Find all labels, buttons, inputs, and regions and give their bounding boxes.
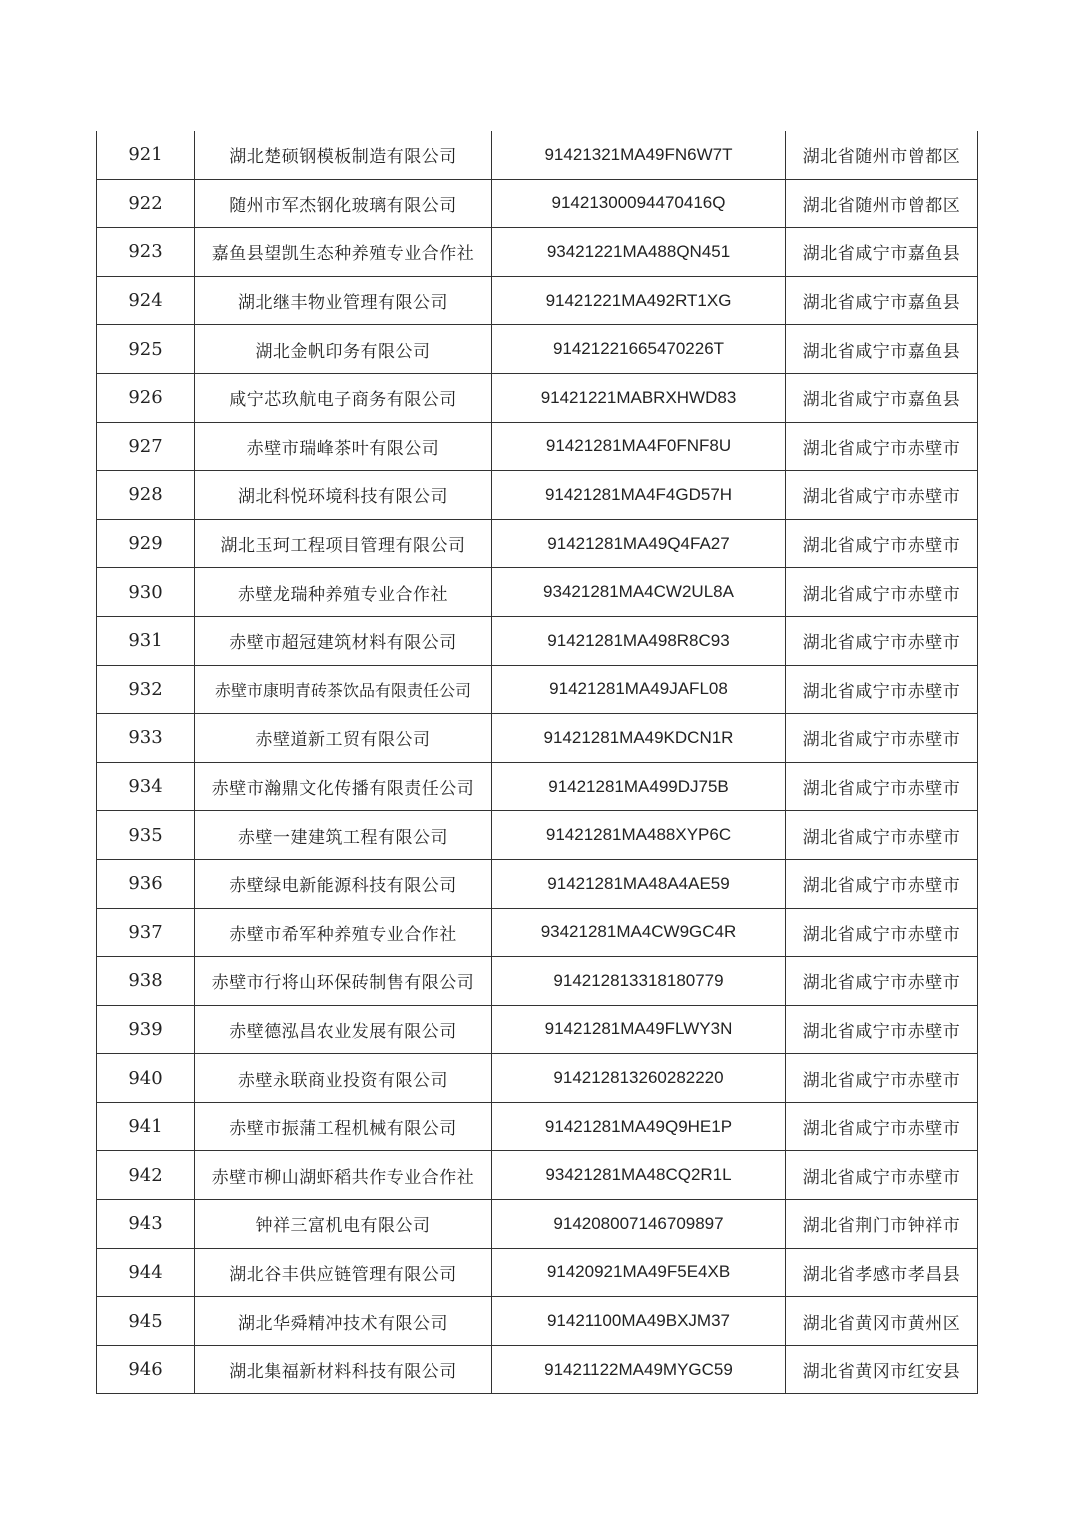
company-registry-table — [96, 131, 978, 1394]
region-cell: 湖北省咸宁市赤壁市 — [786, 1102, 978, 1151]
region-cell: 湖北省咸宁市赤壁市 — [786, 471, 978, 520]
credit-code-cell: 93421281MA4CW2UL8A — [492, 568, 786, 617]
row-number-cell: 925 — [97, 325, 195, 374]
credit-code-cell: 91420921MA49F5E4XB — [492, 1248, 786, 1297]
credit-code-cell: 91421281MA49Q9HE1P — [492, 1102, 786, 1151]
company-name-cell: 赤壁市超冠建筑材料有限公司 — [195, 616, 492, 665]
company-name-cell: 赤壁一建建筑工程有限公司 — [195, 811, 492, 860]
region-cell: 湖北省咸宁市赤壁市 — [786, 422, 978, 471]
credit-code-cell: 914208007146709897 — [492, 1200, 786, 1249]
credit-code-cell: 91421321MA49FN6W7T — [492, 131, 786, 179]
table-row — [97, 325, 978, 374]
region-cell: 湖北省咸宁市赤壁市 — [786, 1005, 978, 1054]
table-row — [97, 714, 978, 763]
region-cell: 湖北省咸宁市赤壁市 — [786, 519, 978, 568]
company-name-cell: 湖北楚硕钢模板制造有限公司 — [195, 131, 492, 179]
table-row — [97, 568, 978, 617]
table-row — [97, 131, 978, 179]
credit-code-cell: 93421221MA488QN451 — [492, 228, 786, 277]
row-number-cell: 924 — [97, 276, 195, 325]
row-number-cell: 923 — [97, 228, 195, 277]
table-row — [97, 471, 978, 520]
table-row — [97, 1200, 978, 1249]
row-number-cell: 931 — [97, 616, 195, 665]
table-row — [97, 811, 978, 860]
credit-code-cell: 91421281MA48A4AE59 — [492, 859, 786, 908]
row-number-cell: 942 — [97, 1151, 195, 1200]
credit-code-cell: 91421281MA49FLWY3N — [492, 1005, 786, 1054]
credit-code-cell: 91421281MA488XYP6C — [492, 811, 786, 860]
row-number-cell: 927 — [97, 422, 195, 471]
region-cell: 湖北省咸宁市嘉鱼县 — [786, 228, 978, 277]
credit-code-cell: 91421221MA492RT1XG — [492, 276, 786, 325]
row-number-cell: 922 — [97, 179, 195, 228]
credit-code-cell: 91421281MA499DJ75B — [492, 762, 786, 811]
region-cell: 湖北省咸宁市赤壁市 — [786, 762, 978, 811]
row-number-cell: 921 — [97, 131, 195, 179]
region-cell: 湖北省咸宁市嘉鱼县 — [786, 325, 978, 374]
company-name-cell: 湖北科悦环境科技有限公司 — [195, 471, 492, 520]
region-cell: 湖北省咸宁市赤壁市 — [786, 811, 978, 860]
region-cell: 湖北省咸宁市嘉鱼县 — [786, 276, 978, 325]
company-name-cell: 湖北集福新材料科技有限公司 — [195, 1345, 492, 1394]
company-name-cell: 赤壁市康明青砖茶饮品有限责任公司 — [195, 665, 492, 714]
row-number-cell: 926 — [97, 373, 195, 422]
company-name-cell: 咸宁芯玖航电子商务有限公司 — [195, 373, 492, 422]
region-cell: 湖北省咸宁市赤壁市 — [786, 908, 978, 957]
table-row — [97, 859, 978, 908]
table-row — [97, 373, 978, 422]
credit-code-cell: 91421221MABRXHWD83 — [492, 373, 786, 422]
credit-code-cell: 91421300094470416Q — [492, 179, 786, 228]
row-number-cell: 934 — [97, 762, 195, 811]
region-cell: 湖北省咸宁市赤壁市 — [786, 665, 978, 714]
company-name-cell: 赤壁市瀚鼎文化传播有限责任公司 — [195, 762, 492, 811]
row-number-cell: 941 — [97, 1102, 195, 1151]
row-number-cell: 943 — [97, 1200, 195, 1249]
credit-code-cell: 91421281MA49JAFL08 — [492, 665, 786, 714]
credit-code-cell: 93421281MA48CQ2R1L — [492, 1151, 786, 1200]
company-name-cell: 赤壁市行将山环保砖制售有限公司 — [195, 957, 492, 1006]
credit-code-cell: 914212813318180779 — [492, 957, 786, 1006]
company-name-cell: 湖北玉珂工程项目管理有限公司 — [195, 519, 492, 568]
table-row — [97, 1297, 978, 1346]
region-cell: 湖北省咸宁市赤壁市 — [786, 714, 978, 763]
credit-code-cell: 93421281MA4CW9GC4R — [492, 908, 786, 957]
company-name-cell: 湖北继丰物业管理有限公司 — [195, 276, 492, 325]
credit-code-cell: 91421221665470226T — [492, 325, 786, 374]
region-cell: 湖北省随州市曾都区 — [786, 131, 978, 179]
credit-code-cell: 91421100MA49BXJM37 — [492, 1297, 786, 1346]
company-name-cell: 湖北金帆印务有限公司 — [195, 325, 492, 374]
region-cell: 湖北省咸宁市赤壁市 — [786, 1054, 978, 1103]
table-row — [97, 519, 978, 568]
table-row — [97, 616, 978, 665]
table-row — [97, 422, 978, 471]
company-name-cell: 钟祥三富机电有限公司 — [195, 1200, 492, 1249]
table-row — [97, 1248, 978, 1297]
table-row — [97, 665, 978, 714]
company-name-cell: 赤壁德泓昌农业发展有限公司 — [195, 1005, 492, 1054]
company-name-cell: 赤壁市振蒲工程机械有限公司 — [195, 1102, 492, 1151]
company-name-cell: 湖北华舜精冲技术有限公司 — [195, 1297, 492, 1346]
row-number-cell: 936 — [97, 859, 195, 908]
table-body — [97, 131, 978, 1394]
region-cell: 湖北省咸宁市赤壁市 — [786, 957, 978, 1006]
row-number-cell: 929 — [97, 519, 195, 568]
company-name-cell: 赤壁市希军种养殖专业合作社 — [195, 908, 492, 957]
company-name-cell: 嘉鱼县望凯生态种养殖专业合作社 — [195, 228, 492, 277]
table-row — [97, 276, 978, 325]
company-name-cell: 赤壁市柳山湖虾稻共作专业合作社 — [195, 1151, 492, 1200]
row-number-cell: 946 — [97, 1345, 195, 1394]
credit-code-cell: 914212813260282220 — [492, 1054, 786, 1103]
table-row — [97, 957, 978, 1006]
region-cell: 湖北省黄冈市红安县 — [786, 1345, 978, 1394]
credit-code-cell: 91421281MA49Q4FA27 — [492, 519, 786, 568]
table-row — [97, 179, 978, 228]
table-row — [97, 1102, 978, 1151]
company-name-cell: 赤壁市瑞峰茶叶有限公司 — [195, 422, 492, 471]
row-number-cell: 938 — [97, 957, 195, 1006]
credit-code-cell: 91421281MA498R8C93 — [492, 616, 786, 665]
table-row — [97, 1345, 978, 1394]
table-row — [97, 1151, 978, 1200]
table-row — [97, 908, 978, 957]
row-number-cell: 944 — [97, 1248, 195, 1297]
region-cell: 湖北省咸宁市赤壁市 — [786, 568, 978, 617]
region-cell: 湖北省咸宁市赤壁市 — [786, 1151, 978, 1200]
region-cell: 湖北省荆门市钟祥市 — [786, 1200, 978, 1249]
row-number-cell: 939 — [97, 1005, 195, 1054]
company-name-cell: 赤壁绿电新能源科技有限公司 — [195, 859, 492, 908]
company-name-cell: 赤壁永联商业投资有限公司 — [195, 1054, 492, 1103]
row-number-cell: 935 — [97, 811, 195, 860]
row-number-cell: 940 — [97, 1054, 195, 1103]
region-cell: 湖北省随州市曾都区 — [786, 179, 978, 228]
row-number-cell: 932 — [97, 665, 195, 714]
company-name-cell: 赤壁龙瑞种养殖专业合作社 — [195, 568, 492, 617]
company-name-cell: 随州市军杰钢化玻璃有限公司 — [195, 179, 492, 228]
row-number-cell: 937 — [97, 908, 195, 957]
region-cell: 湖北省孝感市孝昌县 — [786, 1248, 978, 1297]
table-row — [97, 1054, 978, 1103]
table-row — [97, 1005, 978, 1054]
table-row — [97, 228, 978, 277]
row-number-cell: 945 — [97, 1297, 195, 1346]
table-row — [97, 762, 978, 811]
row-number-cell: 930 — [97, 568, 195, 617]
credit-code-cell: 91421281MA4F4GD57H — [492, 471, 786, 520]
region-cell: 湖北省黄冈市黄州区 — [786, 1297, 978, 1346]
company-name-cell: 赤壁道新工贸有限公司 — [195, 714, 492, 763]
row-number-cell: 928 — [97, 471, 195, 520]
credit-code-cell: 91421122MA49MYGC59 — [492, 1345, 786, 1394]
row-number-cell: 933 — [97, 714, 195, 763]
credit-code-cell: 91421281MA49KDCN1R — [492, 714, 786, 763]
company-name-cell: 湖北谷丰供应链管理有限公司 — [195, 1248, 492, 1297]
credit-code-cell: 91421281MA4F0FNF8U — [492, 422, 786, 471]
region-cell: 湖北省咸宁市赤壁市 — [786, 616, 978, 665]
region-cell: 湖北省咸宁市嘉鱼县 — [786, 373, 978, 422]
region-cell: 湖北省咸宁市赤壁市 — [786, 859, 978, 908]
